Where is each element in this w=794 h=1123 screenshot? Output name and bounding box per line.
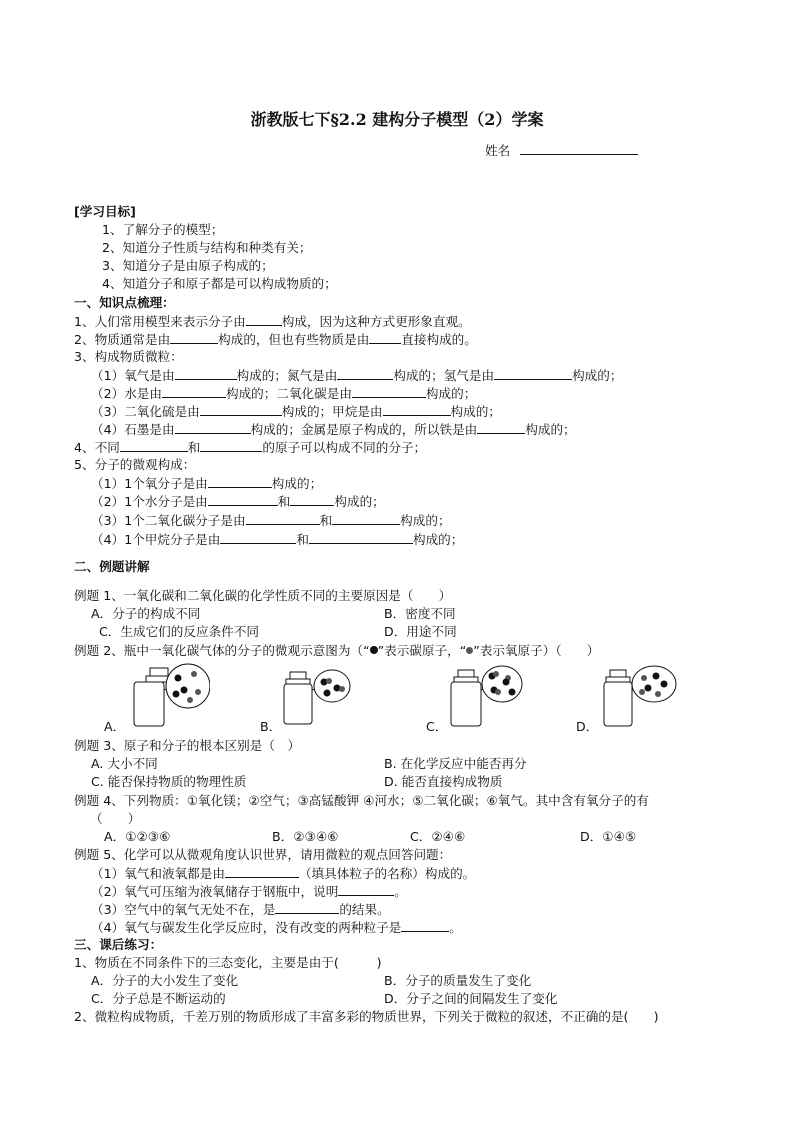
q1-option-a[interactable]: A．分子的大小发生了变化: [91, 973, 239, 988]
example4-question: 例题 4、下列物质：①氧化镁；②空气；③高锰酸钾 ④河水；⑤二氧化碳；⑥氧气。其中含有氧分子的有: [74, 793, 649, 808]
q1-option-d[interactable]: D．分子之间的间隔发生了变化: [384, 991, 558, 1006]
example2-question: 例题 2、瓶中一氧化碳气体的分子的微观示意图为（“ ”表示碳原子，“ ”表示氧原子）（ ）: [74, 643, 600, 658]
ex5-part1: （1）氧气和液氧都是由 （填具体粒子的名称）构成的。: [91, 866, 476, 881]
name-blank[interactable]: [520, 142, 638, 155]
example5-question: 例题 5、化学可以从微观角度认识世界，请用微粒的观点回答问题：: [74, 847, 452, 862]
ex3-option-c[interactable]: C. 能否保持物质的物理性质: [91, 774, 247, 789]
goal-item: 4、知道分子和原子都是可以构成物质的；: [102, 276, 337, 291]
bottle-b-diagram: [282, 668, 354, 728]
practice2-question: 2、微粒构成物质，千差万别的物质形成了丰富多彩的物质世界，下列关于微粒的叙述，不正确的是( ): [74, 1009, 659, 1024]
bottle-a-diagram: [128, 660, 210, 730]
practice1-question: 1、物质在不同条件下的三态变化，主要是由于( ): [74, 955, 382, 970]
s1-line5-1: （1）1个氧分子是由 构成的；: [91, 476, 323, 491]
name-field[interactable]: 姓名: [485, 140, 638, 159]
ex4-option-c[interactable]: C．②④⑥: [410, 829, 466, 844]
example4-answer-paren: （ ）: [90, 811, 141, 826]
ex1-option-d[interactable]: D．用途不同: [384, 624, 457, 639]
ex3-option-d[interactable]: D. 能否直接构成物质: [384, 774, 503, 789]
s1-line3-2: （2）水是由 构成的；二氧化碳是由 构成的；: [91, 386, 477, 401]
example3-question: 例题 3、原子和分子的根本区别是（ ）: [74, 738, 301, 753]
s1-line5-3: （3）1个二氧化碳分子是由 和 构成的；: [91, 513, 451, 528]
ex5-part2: （2）氧气可压缩为液氧储存于钢瓶中，说明 。: [91, 884, 407, 899]
goal-item: 1、了解分子的模型；: [102, 222, 224, 237]
s1-line3-1: （1）氧气是由 构成的；氮气是由 构成的；氢气是由 构成的；: [91, 368, 623, 383]
s1-line5: 5、分子的微观构成：: [74, 457, 196, 472]
ex4-option-d[interactable]: D．①④⑤: [580, 829, 637, 844]
example1-question: 例题 1、一氧化碳和二氧化碳的化学性质不同的主要原因是（ ）: [74, 588, 452, 603]
s1-line4: 4、不同 和 的原子可以构成不同的分子；: [74, 440, 427, 455]
ex2-option-c[interactable]: C．: [426, 719, 448, 734]
s1-line3-3: （3）二氧化硫是由 构成的；甲烷是由 构成的；: [91, 404, 501, 419]
s1-line3-4: （4）石墨是由 构成的；金属是原子构成的，所以铁是由 构成的；: [91, 422, 576, 437]
section1-heading: 一、知识点梳理：: [74, 295, 175, 310]
ex4-option-b[interactable]: B．②③④⑥: [272, 829, 339, 844]
s1-line3: 3、构成物质微粒：: [74, 349, 183, 364]
goals-heading: [学习目标]: [74, 204, 136, 219]
ex2-option-a[interactable]: A．: [104, 719, 126, 734]
s1-line5-4: （4）1个甲烷分子是由 和 构成的；: [91, 532, 464, 547]
ex2-option-d[interactable]: D．: [576, 719, 599, 734]
ex4-option-a[interactable]: A．①②③⑥: [104, 829, 171, 844]
ex1-option-b[interactable]: B．密度不同: [384, 606, 456, 621]
bottle-c-diagram: [448, 664, 526, 730]
q1-option-b[interactable]: B．分子的质量发生了变化: [384, 973, 532, 988]
goal-item: 2、知道分子性质与结构和种类有关；: [102, 240, 312, 255]
ex2-option-b[interactable]: B．: [260, 719, 282, 734]
section3-heading: 三、课后练习：: [74, 937, 163, 952]
ex5-part4: （4）氧气与碳发生化学反应时，没有改变的两种粒子是 。: [91, 920, 462, 935]
page-title: 浙教版七下§2.2 建构分子模型（2）学案: [250, 110, 544, 129]
s1-line2: 2、物质通常是由 构成的，但也有些物质是由 直接构成的。: [74, 332, 477, 347]
ex1-option-a[interactable]: A．分子的构成不同: [91, 606, 201, 621]
ex3-option-b[interactable]: B. 在化学反应中能否再分: [384, 756, 527, 771]
ex5-part3: （3）空气中的氧气无处不在，是 的结果。: [91, 902, 390, 917]
section2-heading: 二、例题讲解: [74, 559, 150, 574]
s1-line1: 1、人们常用模型来表示分子由 构成，因为这种方式更形象直观。: [74, 314, 471, 329]
bottle-d-diagram: [602, 664, 680, 730]
ex1-option-c[interactable]: C．生成它们的反应条件不同: [99, 624, 259, 639]
goal-item: 3、知道分子是由原子构成的；: [102, 258, 274, 273]
carbon-atom-icon: [370, 646, 378, 654]
q1-option-c[interactable]: C．分子总是不断运动的: [91, 991, 226, 1006]
s1-line5-2: （2）1个水分子是由 和 构成的；: [91, 494, 385, 509]
ex3-option-a[interactable]: A. 大小不同: [91, 756, 158, 771]
